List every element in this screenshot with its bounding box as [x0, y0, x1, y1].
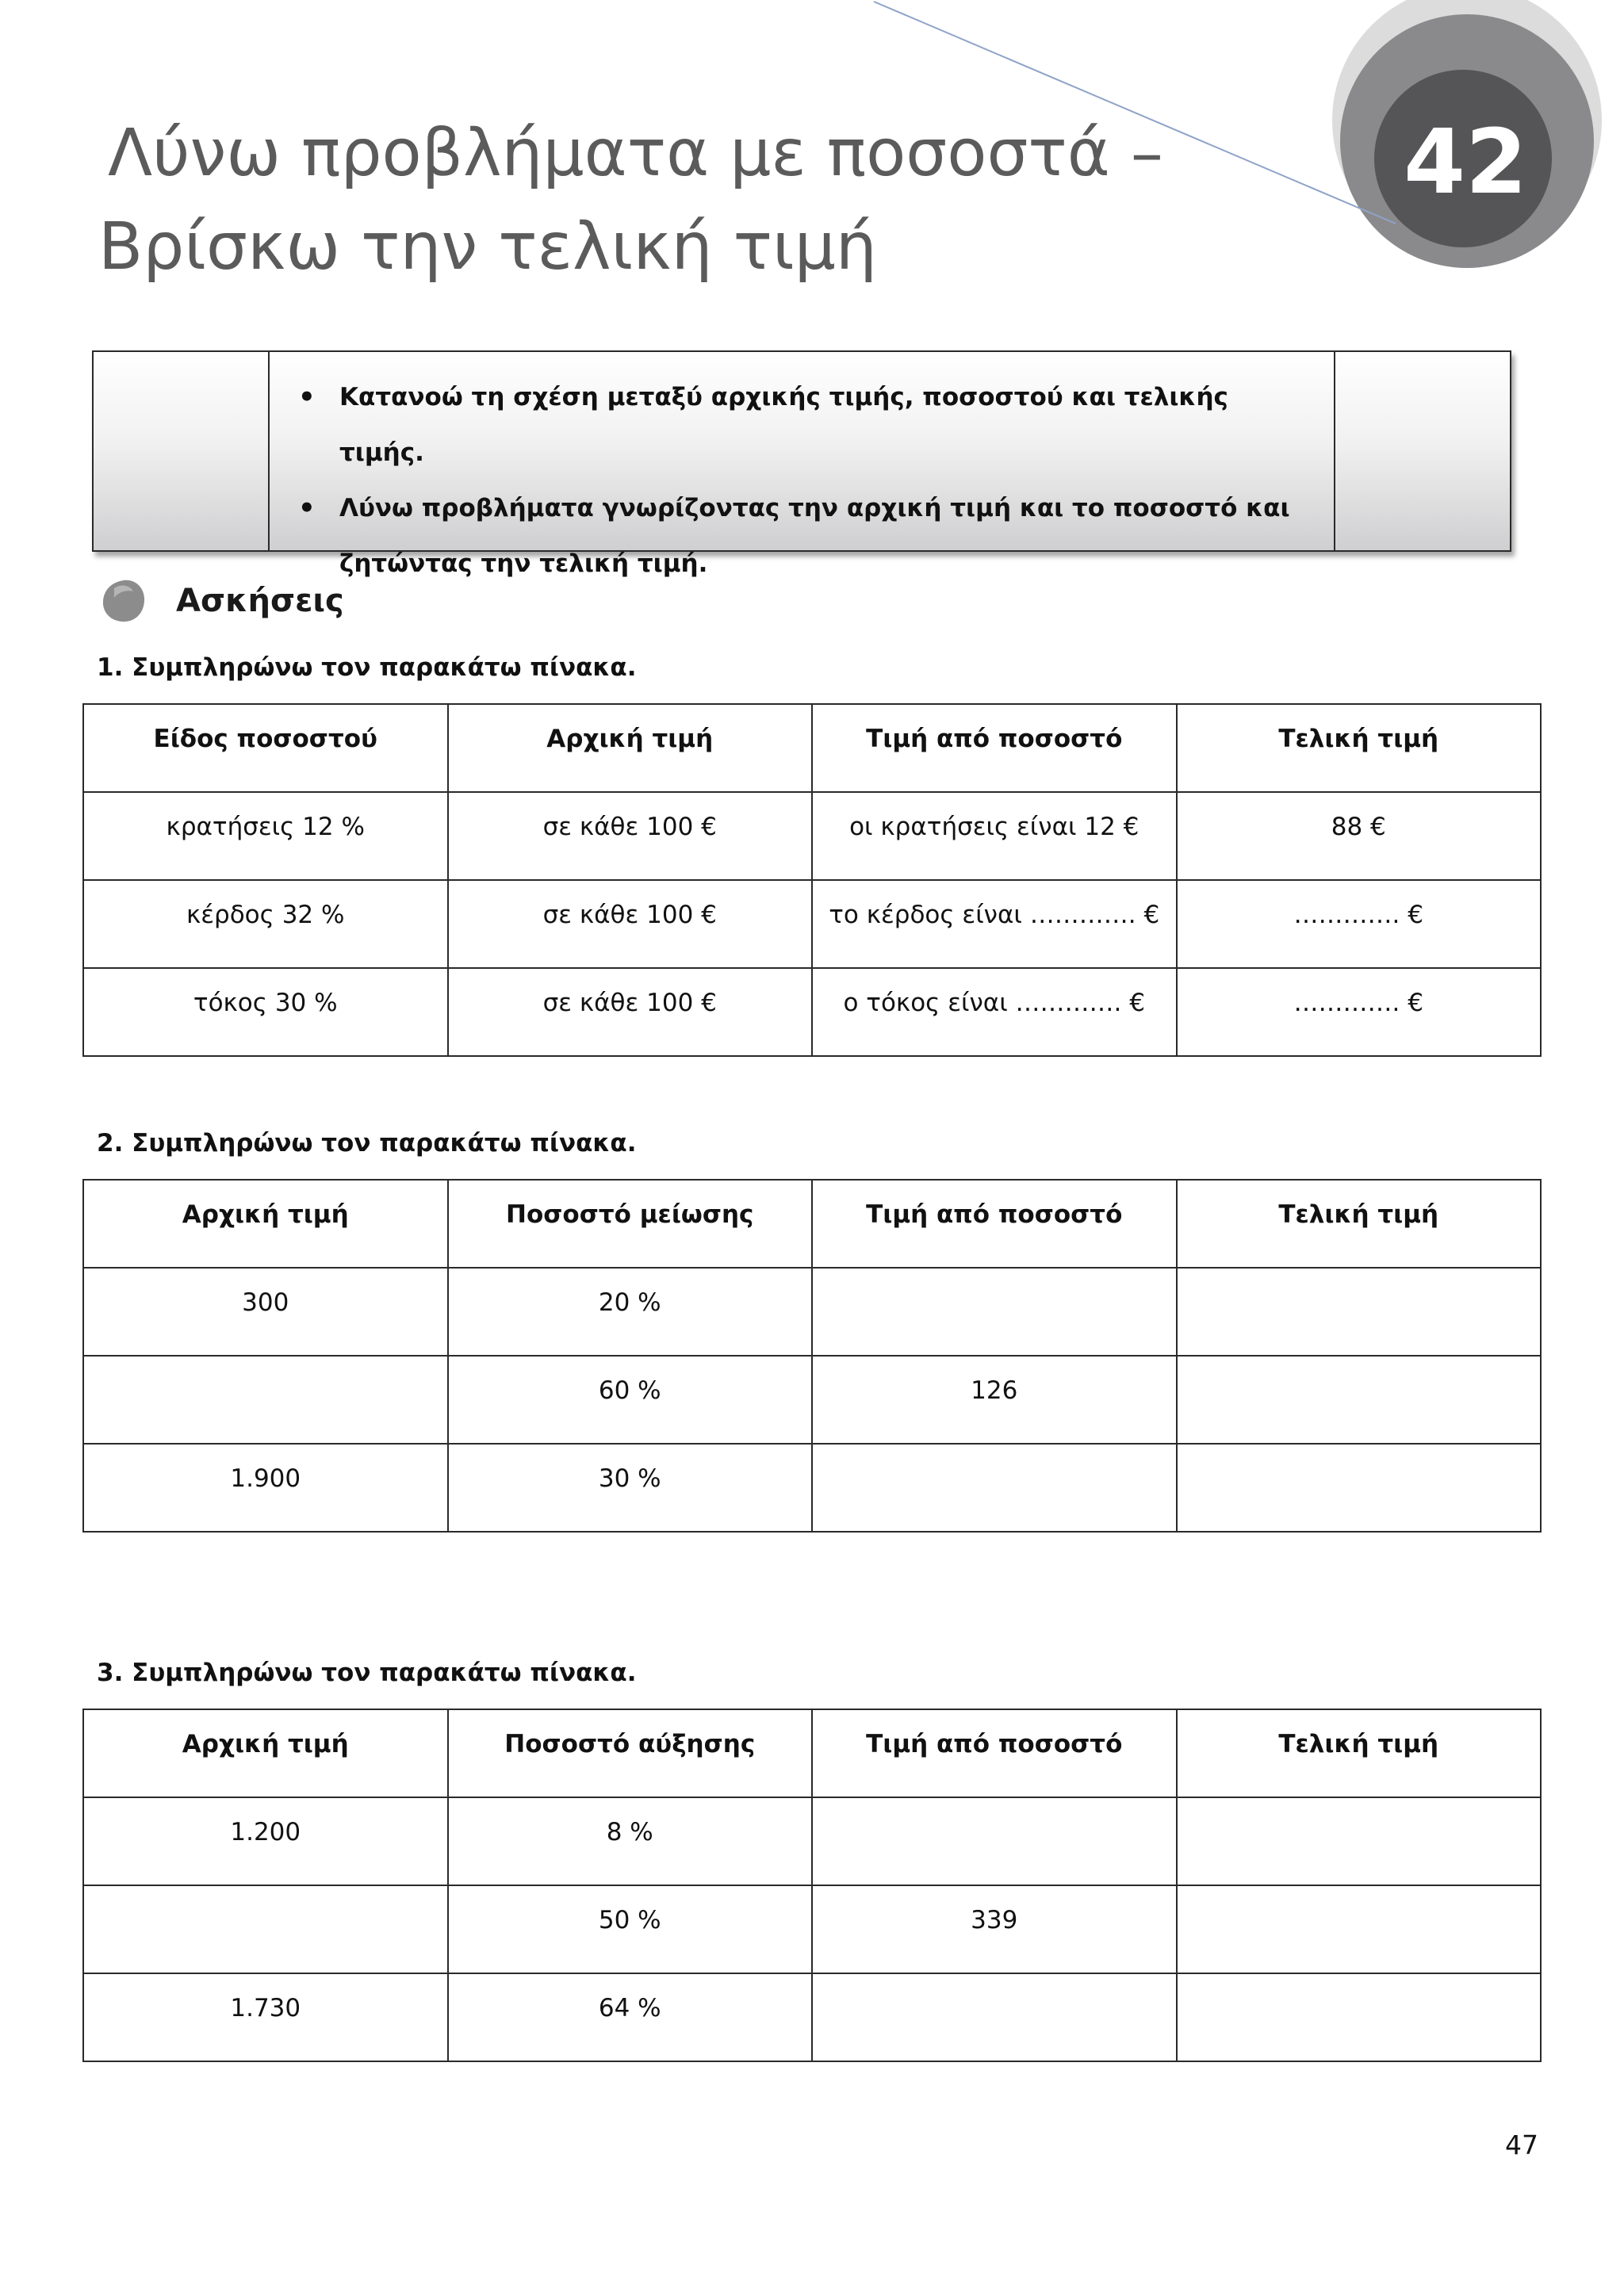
table-cell: σε κάθε 100 € — [448, 880, 813, 968]
answer-cell[interactable] — [1177, 1268, 1542, 1356]
exercises-heading-label: Ασκήσεις — [176, 583, 344, 619]
table-row — [83, 880, 1541, 968]
table-cell: ο τόκος είναι …………. € — [812, 968, 1177, 1056]
table-header-cell: Τιμή από ποσοστό — [812, 1180, 1177, 1268]
objectives-right-cell — [1334, 352, 1510, 550]
table-cell: 88 € — [1177, 792, 1542, 880]
objective-text: Λύνω προβλήματα γνωρίζοντας την αρχική τιμή και το ποσοστό και ζητώντας την τελική τιμή. — [339, 494, 1290, 578]
table-row — [83, 1268, 1541, 1356]
table-cell: 1.730 — [83, 1973, 448, 2061]
answer-cell[interactable] — [1177, 1797, 1542, 1885]
table-cell: κέρδος 32 % — [83, 880, 448, 968]
table-cell: 126 — [812, 1356, 1177, 1444]
table-cell: οι κρατήσεις είναι 12 € — [812, 792, 1177, 880]
table-header-cell: Τελική τιμή — [1177, 704, 1542, 792]
answer-cell[interactable] — [812, 1973, 1177, 2061]
table-header-cell: Τιμή από ποσοστό — [812, 1709, 1177, 1797]
table-cell: 8 % — [448, 1797, 813, 1885]
table-cell: το κέρδος είναι …………. € — [812, 880, 1177, 968]
table-cell: …………. € — [1177, 880, 1542, 968]
answer-cell[interactable] — [1177, 1973, 1542, 2061]
answer-cell[interactable] — [83, 1356, 448, 1444]
exercise-1-table — [82, 703, 1542, 1057]
bullet-icon: • — [298, 492, 316, 524]
objectives-center-cell — [270, 352, 1334, 578]
table-cell: 339 — [812, 1885, 1177, 1973]
table-header-cell: Ποσοστό αύξησης — [448, 1709, 813, 1797]
exercise-2-title: 2. Συμπληρώνω τον παρακάτω πίνακα. — [97, 1129, 637, 1158]
page-title — [98, 107, 1288, 294]
table-cell: 64 % — [448, 1973, 813, 2061]
table-cell: 300 — [83, 1268, 448, 1356]
page-title-line-1: Λύνω προβλήματα με ποσοστά – — [108, 116, 1163, 191]
table-row — [83, 1797, 1541, 1885]
table-row — [83, 1444, 1541, 1532]
exercise-2-table — [82, 1179, 1542, 1533]
answer-cell[interactable] — [83, 1885, 448, 1973]
table-header-row — [83, 704, 1541, 792]
page-title-line-2: Βρίσκω την τελική τιμή — [98, 209, 877, 285]
table-header-cell: Αρχική τιμή — [448, 704, 813, 792]
table-row — [83, 792, 1541, 880]
lesson-number: 42 — [1404, 111, 1527, 214]
objective-item — [293, 369, 1318, 480]
exercise-1-title: 1. Συμπληρώνω τον παρακάτω πίνακα. — [97, 653, 637, 682]
bullet-icon: • — [298, 381, 316, 413]
exercise-3-table — [82, 1709, 1542, 2062]
table-header-cell: Είδος ποσοστού — [83, 704, 448, 792]
objective-item — [293, 480, 1318, 591]
table-cell: 1.900 — [83, 1444, 448, 1532]
answer-cell[interactable] — [1177, 1444, 1542, 1532]
answer-cell[interactable] — [812, 1268, 1177, 1356]
objectives-list — [293, 369, 1318, 591]
page-number: 47 — [1505, 2130, 1538, 2160]
objectives-box — [92, 350, 1511, 578]
table-cell: κρατήσεις 12 % — [83, 792, 448, 880]
table-header-cell: Αρχική τιμή — [83, 1180, 448, 1268]
table-row — [83, 968, 1541, 1056]
answer-cell[interactable] — [812, 1444, 1177, 1532]
answer-cell[interactable] — [1177, 1356, 1542, 1444]
table-header-cell: Ποσοστό μείωσης — [448, 1180, 813, 1268]
table-row — [83, 1356, 1541, 1444]
answer-cell[interactable] — [1177, 1885, 1542, 1973]
table-cell: 30 % — [448, 1444, 813, 1532]
table-header-row — [83, 1180, 1541, 1268]
table-header-cell: Αρχική τιμή — [83, 1709, 448, 1797]
exercise-3-title: 3. Συμπληρώνω τον παρακάτω πίνακα. — [97, 1659, 637, 1687]
table-cell: σε κάθε 100 € — [448, 792, 813, 880]
table-cell: 60 % — [448, 1356, 813, 1444]
table-header-cell: Τελική τιμή — [1177, 1180, 1542, 1268]
table-cell: …………. € — [1177, 968, 1542, 1056]
table-cell: 20 % — [448, 1268, 813, 1356]
table-header-cell: Τελική τιμή — [1177, 1709, 1542, 1797]
exercise-blob-icon — [100, 577, 147, 625]
objective-text: Κατανοώ τη σχέση μεταξύ αρχικής τιμής, ποσοστού και τελικής τιμής. — [339, 383, 1228, 467]
table-cell: 50 % — [448, 1885, 813, 1973]
table-row — [83, 1973, 1541, 2061]
table-cell: σε κάθε 100 € — [448, 968, 813, 1056]
table-cell: 1.200 — [83, 1797, 448, 1885]
table-cell: τόκος 30 % — [83, 968, 448, 1056]
table-row — [83, 1885, 1541, 1973]
table-header-cell: Τιμή από ποσοστό — [812, 704, 1177, 792]
answer-cell[interactable] — [812, 1797, 1177, 1885]
exercises-heading — [100, 576, 344, 626]
table-header-row — [83, 1709, 1541, 1797]
objectives-left-cell — [94, 352, 270, 550]
